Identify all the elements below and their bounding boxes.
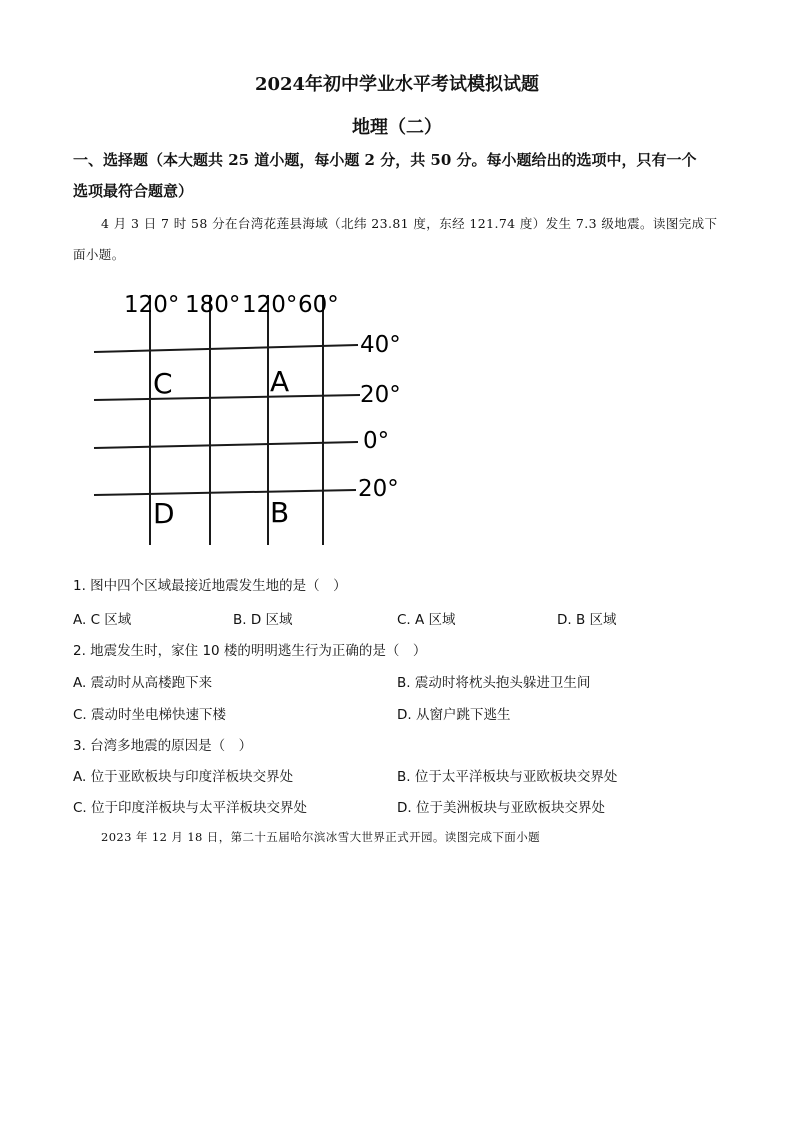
question-2-option-c[interactable]: C. 震动时坐电梯快速下楼 xyxy=(73,707,227,723)
intro2-text: 2023 年 12 月 18 日，第二十五届哈尔滨冰雪大世界正式开园。读图完成下面小题 xyxy=(101,830,541,844)
region-label-b: B xyxy=(270,496,290,529)
question-1-option-c[interactable]: C. A 区域 xyxy=(397,612,456,628)
lon-label: 180° xyxy=(185,292,241,318)
intro-text-line2: 面小题。 xyxy=(73,247,125,262)
map-gridlines xyxy=(94,295,360,545)
lon-label: 120° xyxy=(124,292,180,318)
page-subtitle: 地理（二） xyxy=(352,117,442,138)
section-heading-line1: 一、选择题（本大题共 25 道小题，每小题 2 分，共 50 分。每小题给出的选项中，只有一个 xyxy=(73,151,697,169)
question-3-option-d[interactable]: D. 位于美洲板块与亚欧板块交界处 xyxy=(397,800,605,816)
question-3-stem: 3. 台湾多地震的原因是（ ） xyxy=(73,738,253,754)
intro-text-line1: 4 月 3 日 7 时 58 分在台湾花莲县海域（北纬 23.81 度，东经 121.74 度）发生 7.3 级地震。读图完成下 xyxy=(101,216,718,231)
lon-label: 60° xyxy=(298,292,339,318)
parallel-line xyxy=(94,442,358,448)
region-label-d: D xyxy=(153,497,175,530)
parallel-line xyxy=(94,490,356,495)
question-3-option-b[interactable]: B. 位于太平洋板块与亚欧板块交界处 xyxy=(397,769,618,785)
lat-label: 20° xyxy=(358,476,399,502)
parallel-line xyxy=(94,345,358,352)
page-title: 2024年初中学业水平考试模拟试题 xyxy=(254,74,540,95)
question-2-option-d[interactable]: D. 从窗户跳下逃生 xyxy=(397,707,511,723)
latitude-longitude-map xyxy=(88,285,418,555)
question-1-option-a[interactable]: A. C 区域 xyxy=(73,612,132,628)
section-heading-line2: 选项最符合题意） xyxy=(73,182,194,200)
lat-label: 40° xyxy=(360,332,401,358)
question-2-option-a[interactable]: A. 震动时从高楼跑下来 xyxy=(73,675,213,691)
lat-label: 20° xyxy=(360,382,401,408)
question-1-option-b[interactable]: B. D 区域 xyxy=(233,612,293,628)
region-label-a: A xyxy=(270,365,290,398)
parallel-line xyxy=(94,395,360,400)
question-2-option-b[interactable]: B. 震动时将枕头抱头躲进卫生间 xyxy=(397,675,591,691)
question-1-option-d[interactable]: D. B 区域 xyxy=(557,612,617,628)
question-3-option-a[interactable]: A. 位于亚欧板块与印度洋板块交界处 xyxy=(73,769,294,785)
question-1-stem: 1. 图中四个区域最接近地震发生地的是（ ） xyxy=(73,578,347,594)
question-3-option-c[interactable]: C. 位于印度洋板块与太平洋板块交界处 xyxy=(73,800,308,816)
question-2-stem: 2. 地震发生时，家住 10 楼的明明逃生行为正确的是（ ） xyxy=(73,643,427,659)
lat-label: 0° xyxy=(363,428,390,454)
lon-label: 120° xyxy=(242,292,298,318)
region-label-c: C xyxy=(153,367,173,400)
